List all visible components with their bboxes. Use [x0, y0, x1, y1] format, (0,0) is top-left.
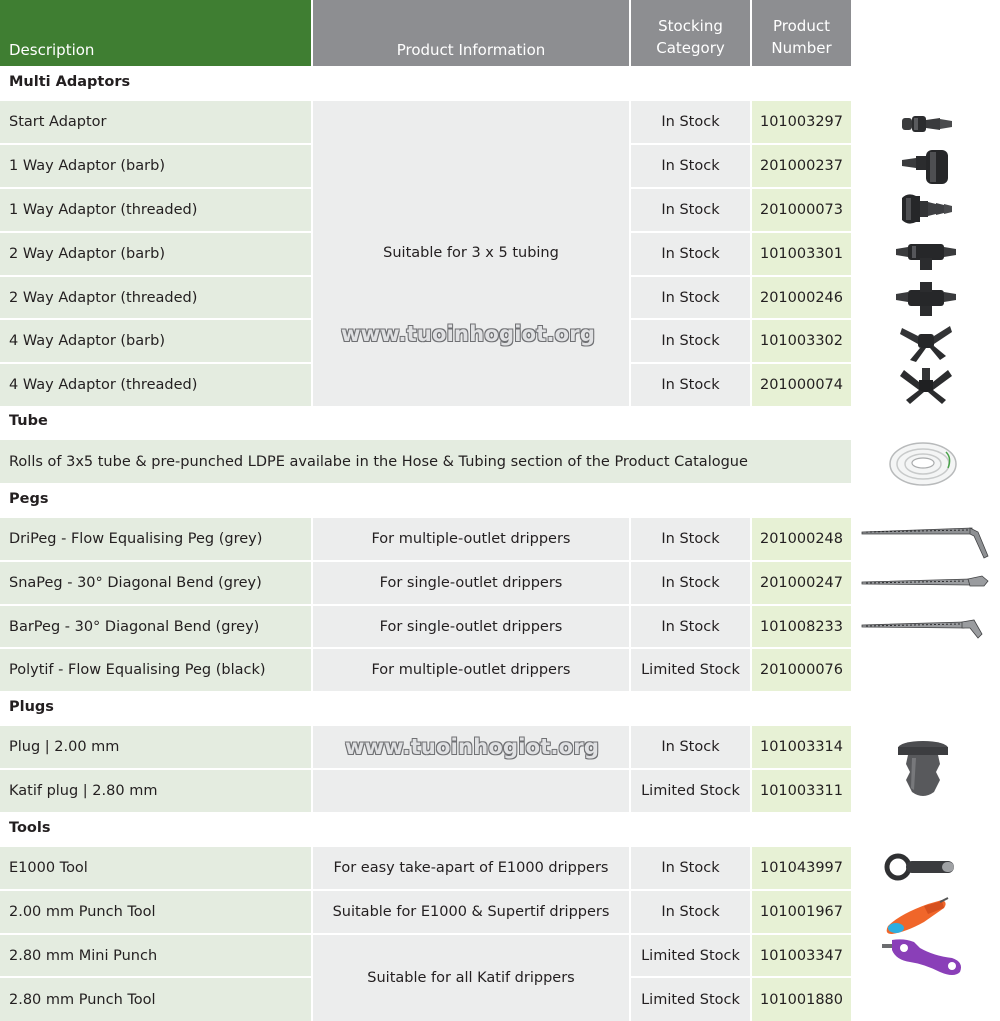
stock-status: Limited Stock — [631, 649, 750, 691]
stock-status: Limited Stock — [631, 770, 750, 812]
four-way-threaded-adaptor-icon — [900, 366, 952, 406]
table-row-description: Plug | 2.00 mm — [0, 726, 311, 770]
product-info-text: For easy take-apart of E1000 drippers — [313, 847, 629, 891]
table-row-description: 1 Way Adaptor (barb) — [0, 145, 311, 189]
table-row-description: Polytif - Flow Equalising Peg (black) — [0, 649, 311, 691]
section-title-multi-adaptors: Multi Adaptors — [9, 74, 131, 90]
product-number: 101001967 — [752, 891, 851, 935]
watermark-text: www.tuoinhogiot.org — [341, 322, 596, 346]
stock-status: In Stock — [631, 320, 750, 364]
stock-status: In Stock — [631, 606, 750, 649]
product-number: 201000076 — [752, 649, 851, 691]
orange-punch-tool-icon — [880, 896, 952, 936]
purple-mini-punch-icon — [880, 936, 966, 978]
product-info-text: Suitable for E1000 & Supertif drippers — [313, 891, 629, 935]
e1000-tool-icon — [884, 850, 966, 884]
stock-status: In Stock — [631, 233, 750, 277]
table-row-description: E1000 Tool — [0, 847, 311, 891]
product-number: 101003297 — [752, 101, 851, 145]
product-number: 201000237 — [752, 145, 851, 189]
tube-info-row: Rolls of 3x5 tube & pre-punched LDPE availabe in the Hose & Tubing section of the Product Catalogue — [0, 440, 851, 483]
section-title-pegs: Pegs — [9, 491, 49, 507]
stock-status: In Stock — [631, 189, 750, 233]
product-info-text: Suitable for 3 x 5 tubing — [383, 245, 559, 261]
stock-status: Limited Stock — [631, 935, 750, 978]
product-number: 101008233 — [752, 606, 851, 649]
stock-status: In Stock — [631, 726, 750, 770]
product-info-text: For multiple-outlet drippers — [313, 518, 629, 562]
dripeg-icon — [860, 522, 992, 560]
stock-status: In Stock — [631, 891, 750, 935]
table-row-description: BarPeg - 30° Diagonal Bend (grey) — [0, 606, 311, 649]
product-number: 101003302 — [752, 320, 851, 364]
product-info-text: For single-outlet drippers — [313, 562, 629, 606]
product-info-text: For multiple-outlet drippers — [313, 649, 629, 691]
snapeg-icon — [860, 572, 992, 592]
stock-status: In Stock — [631, 518, 750, 562]
table-row-description: Katif plug | 2.80 mm — [0, 770, 311, 812]
product-info-text: For single-outlet drippers — [313, 606, 629, 649]
product-info-text: Suitable for all Katif drippers — [313, 935, 629, 1021]
header-description: Description — [0, 0, 311, 66]
table-row-description: 2 Way Adaptor (barb) — [0, 233, 311, 277]
tube-roll-icon — [888, 440, 958, 488]
product-number: 101003301 — [752, 233, 851, 277]
product-number: 201000073 — [752, 189, 851, 233]
product-number: 201000074 — [752, 364, 851, 406]
table-row-description: Start Adaptor — [0, 101, 311, 145]
product-number: 101043997 — [752, 847, 851, 891]
barpeg-icon — [860, 614, 986, 642]
table-row-description: 2.80 mm Mini Punch — [0, 935, 311, 978]
stock-status: Limited Stock — [631, 978, 750, 1021]
two-way-threaded-adaptor-icon — [894, 280, 958, 318]
section-title-plugs: Plugs — [9, 699, 54, 715]
stock-status: In Stock — [631, 101, 750, 145]
stock-status: In Stock — [631, 847, 750, 891]
stock-status: In Stock — [631, 145, 750, 189]
section-title-tube: Tube — [9, 413, 48, 429]
product-number: 101003347 — [752, 935, 851, 978]
header-stocking-category: Stocking Category — [631, 0, 750, 66]
plug-icon — [896, 740, 950, 800]
table-row-description: 2.80 mm Punch Tool — [0, 978, 311, 1021]
table-row-description: 2.00 mm Punch Tool — [0, 891, 311, 935]
table-row-description: 1 Way Adaptor (threaded) — [0, 189, 311, 233]
table-row-description: SnaPeg - 30° Diagonal Bend (grey) — [0, 562, 311, 606]
table-row-description: 4 Way Adaptor (threaded) — [0, 364, 311, 406]
header-product-number: Product Number — [752, 0, 851, 66]
product-number: 201000246 — [752, 277, 851, 320]
one-way-barb-adaptor-icon — [900, 148, 952, 186]
stock-status: In Stock — [631, 277, 750, 320]
header-product-information: Product Information — [313, 0, 629, 66]
table-row-description: 2 Way Adaptor (threaded) — [0, 277, 311, 320]
section-title-tools: Tools — [9, 820, 51, 836]
two-way-barb-adaptor-icon — [894, 238, 958, 272]
stock-status: In Stock — [631, 364, 750, 406]
product-number: 201000248 — [752, 518, 851, 562]
stock-status: In Stock — [631, 562, 750, 606]
product-number: 101001880 — [752, 978, 851, 1021]
product-number: 101003311 — [752, 770, 851, 812]
product-number: 201000247 — [752, 562, 851, 606]
watermark-text: www.tuoinhogiot.org — [345, 735, 600, 759]
multi-adaptors-info-cell — [313, 101, 629, 406]
plug-info-cell — [313, 770, 629, 812]
product-number: 101003314 — [752, 726, 851, 770]
table-row-description: 4 Way Adaptor (barb) — [0, 320, 311, 364]
one-way-threaded-adaptor-icon — [898, 192, 956, 226]
four-way-barb-adaptor-icon — [898, 320, 954, 362]
start-adaptor-icon — [900, 112, 956, 136]
table-row-description: DriPeg - Flow Equalising Peg (grey) — [0, 518, 311, 562]
